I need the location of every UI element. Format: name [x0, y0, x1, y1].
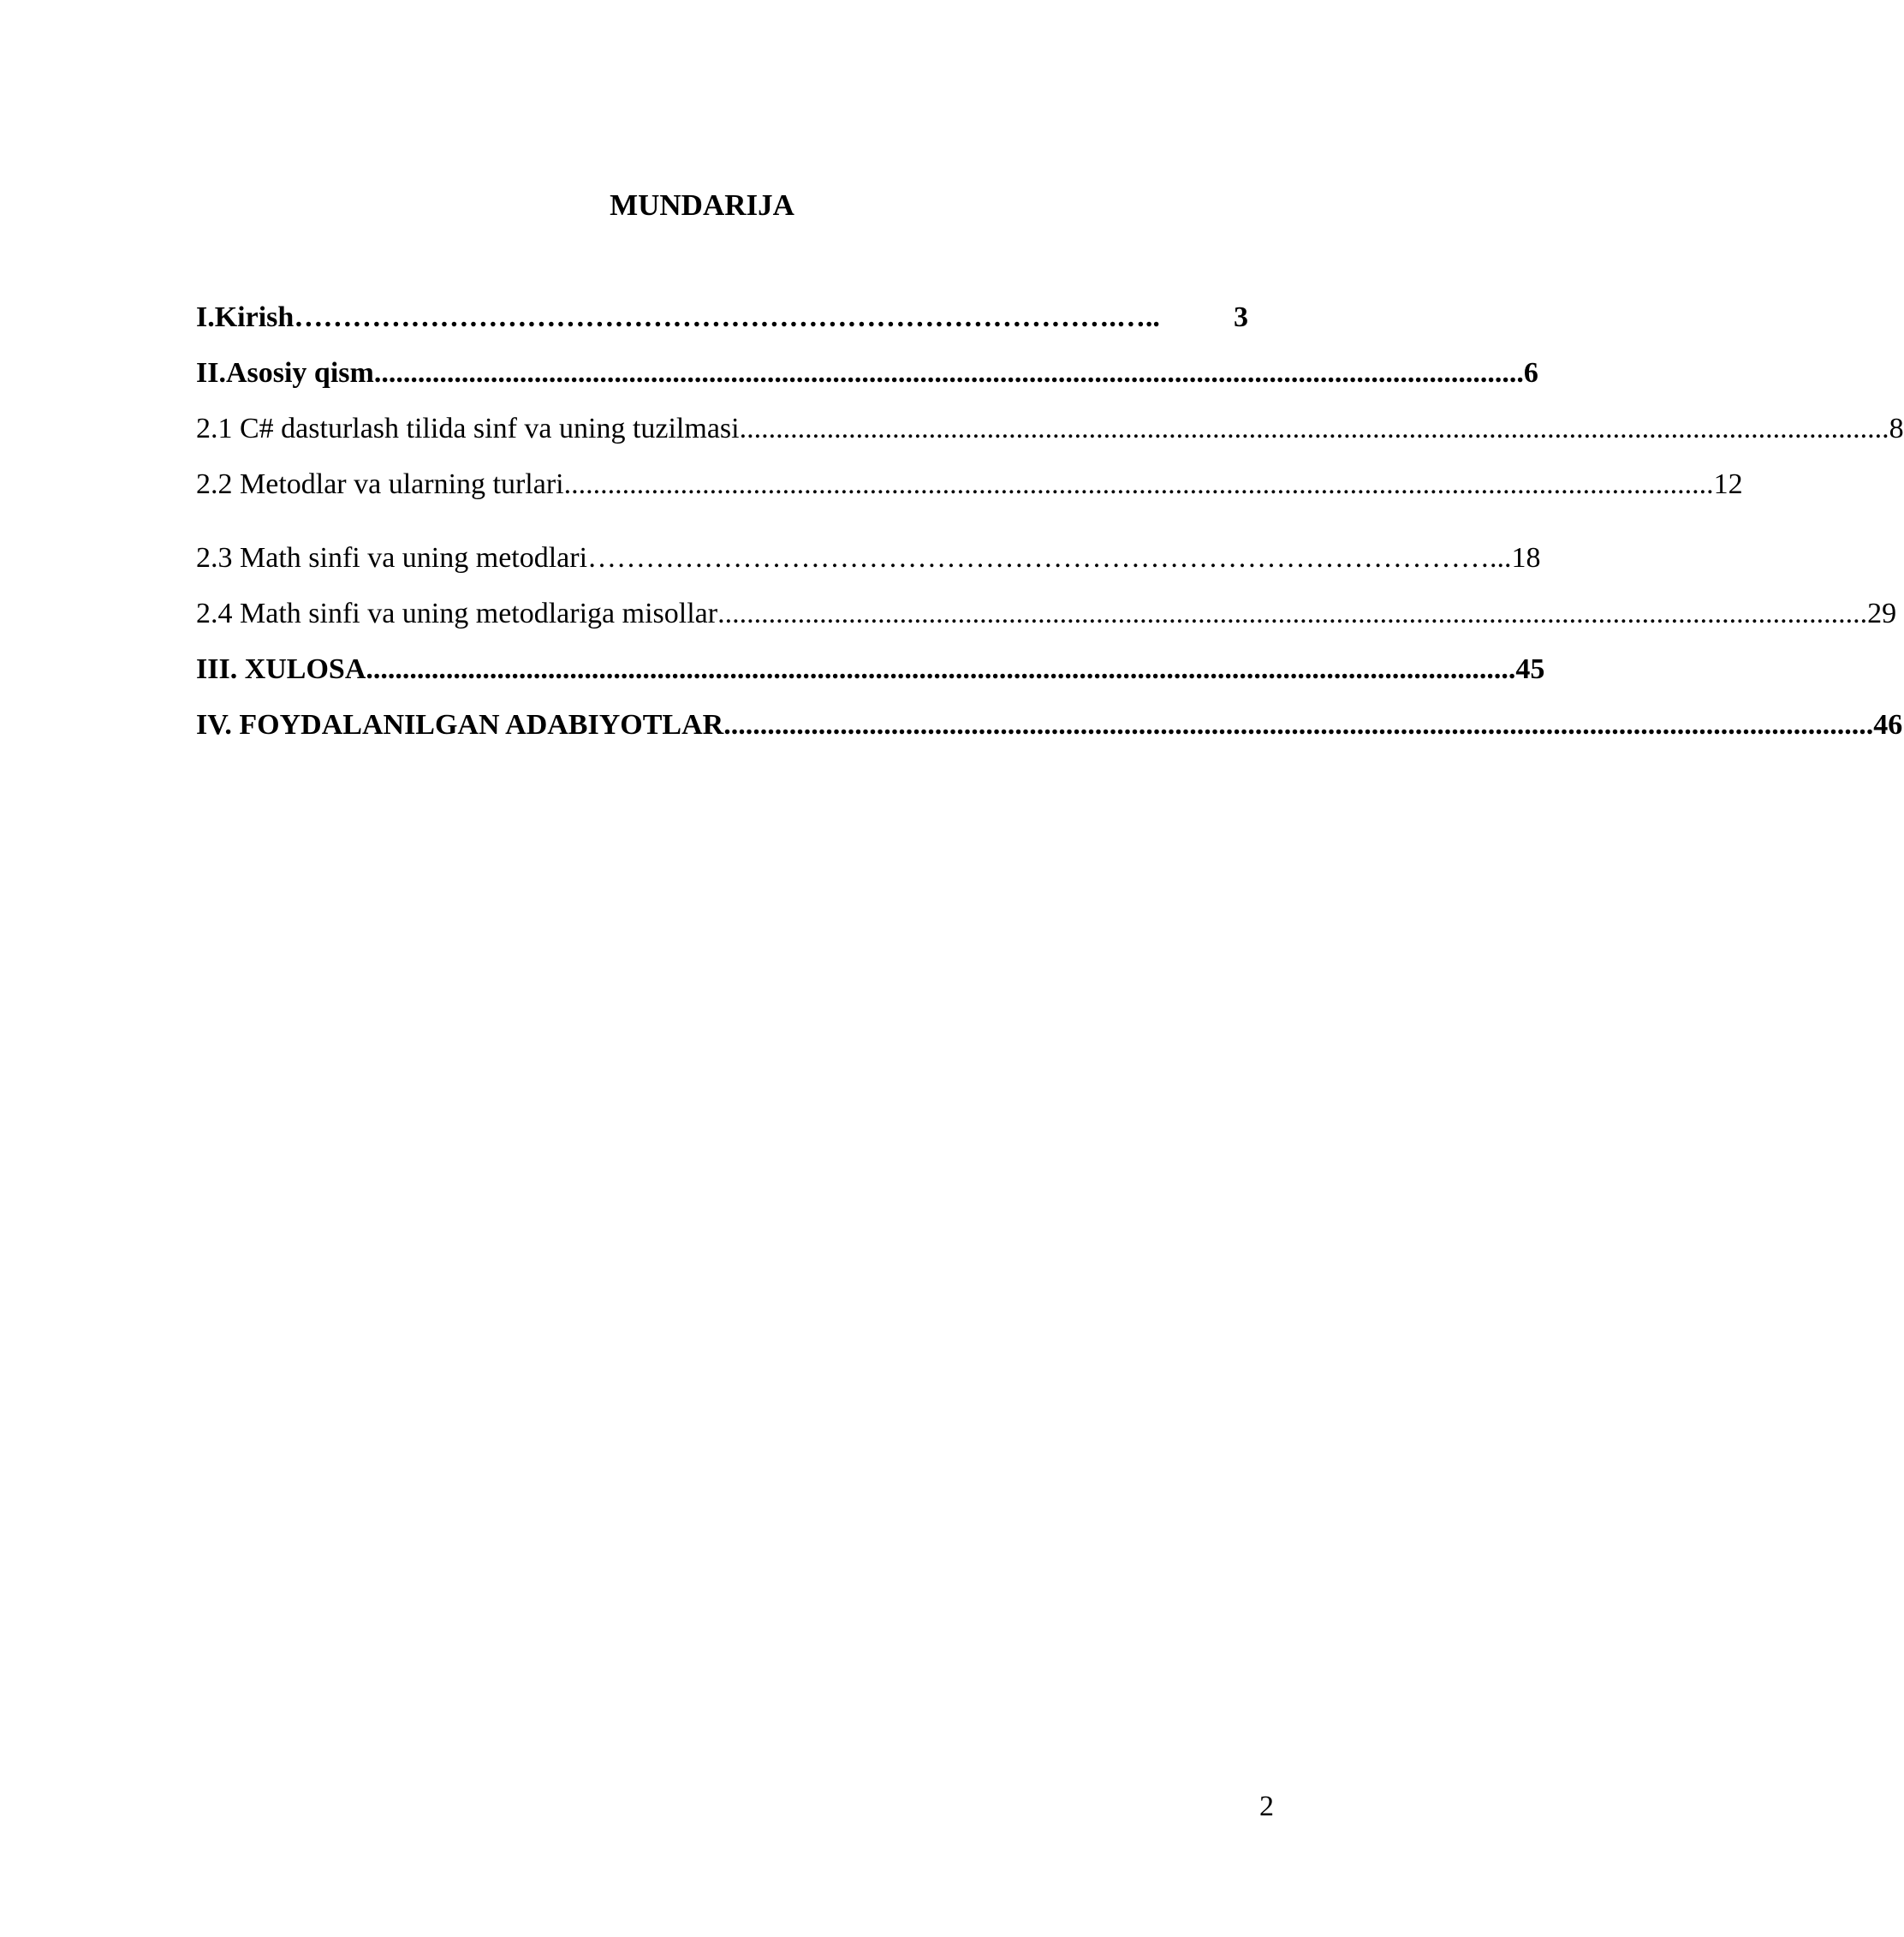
toc-entry-label: II.Asosiy qism — [196, 357, 374, 389]
toc-page-number: 45 — [1515, 653, 1545, 685]
toc-entry-2-1[interactable] — [196, 410, 1904, 448]
toc-dot-leader: .............................................................................................................................................................. — [739, 413, 1889, 444]
toc-dot-leader: .............................................................................................................................................................. — [373, 357, 1524, 389]
toc-entry-2-2[interactable] — [196, 466, 1743, 504]
toc-entry-label: 2.2 Metodlar va ularning turlari — [196, 468, 564, 500]
toc-dot-leader: .............................................................................................................................................................. — [717, 598, 1868, 629]
toc-entry-label: 2.4 Math sinfi va uning metodlariga misollar — [196, 598, 718, 629]
toc-entry-label: I.Kirish — [196, 301, 295, 333]
toc-entry-label: IV. FOYDALANILGAN ADABIYOTLAR — [196, 709, 724, 741]
toc-page-number: 12 — [1713, 468, 1743, 500]
toc-entry-2-4[interactable] — [196, 595, 1897, 633]
toc-page-number: 18 — [1511, 542, 1541, 574]
page-number: 2 — [1259, 1791, 1274, 1822]
toc-dot-leader: .............................................................................................................................................................. — [366, 653, 1516, 685]
toc-entry-asosiy-qism[interactable] — [196, 355, 1538, 392]
toc-page-number: 46 — [1873, 709, 1903, 741]
toc-dot-leader: ………………………………………………………………………….….. — [294, 301, 1160, 333]
toc-dot-leader: .............................................................................................................................................................. — [723, 709, 1874, 741]
toc-dot-leader: .............................................................................................................................................................. — [563, 468, 1714, 500]
toc-entry-kirish[interactable] — [196, 299, 1248, 337]
toc-page-number: 6 — [1523, 357, 1538, 389]
toc-entry-label: III. XULOSA — [196, 653, 366, 685]
toc-page-number: 29 — [1867, 598, 1897, 629]
page-title: MUNDARIJA — [610, 188, 794, 222]
toc-entry-xulosa[interactable] — [196, 651, 1545, 688]
toc-page-number: 8 — [1889, 413, 1904, 444]
toc-page-number: 3 — [1234, 301, 1248, 333]
toc-entry-2-3[interactable] — [196, 539, 1541, 577]
toc-dot-leader: …………………………………………………………………………………... — [587, 542, 1512, 574]
toc-entry-label: 2.3 Math sinfi va uning metodlari — [196, 542, 588, 574]
toc-entry-label: 2.1 C# dasturlash tilida sinf va uning tuzilmasi — [196, 413, 740, 444]
toc-entry-adabiyotlar[interactable] — [196, 706, 1903, 744]
